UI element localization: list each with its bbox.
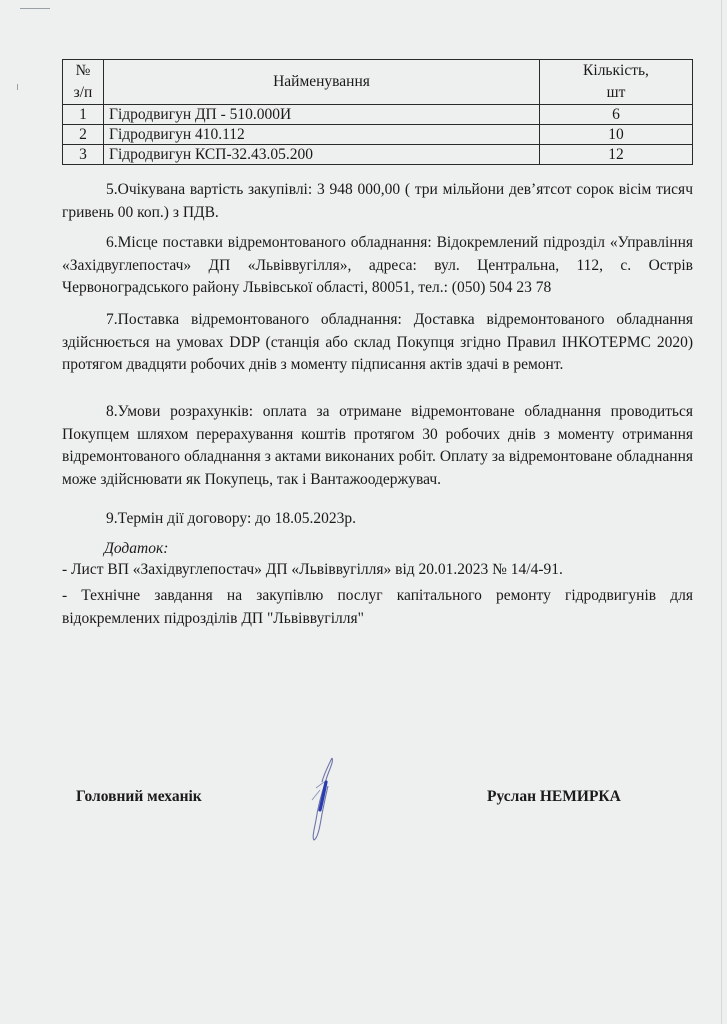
header-qty-line1: Кількість,: [583, 62, 649, 79]
section-text: 7.Поставка відремонтованого обладнання: Доставка відремонтованого обладнання здійснюється на умовах DDP (станція або склад Покупця згідно Правил ІНКОТЕРМС 2020) протягом двадцяти робочих днів з моменту підписання актів здачі в ремонт.: [62, 311, 693, 373]
table-row: [63, 105, 693, 125]
scan-edge: [721, 0, 722, 1024]
row-num: 2: [63, 125, 104, 145]
row-name: Гідродвигун КСП-32.43.05.200: [104, 145, 540, 165]
table-row: [63, 125, 693, 145]
header-qty: [540, 60, 693, 105]
section-text: 8.Умови розрахунків: оплата за отримане відремонтоване обладнання проводиться Покупцем шляхом перерахування коштів протягом 30 робочих днів з моменту отримання відремонтованого обладнання з актами виконаних робіт. Оплату за відремонтоване обладнання може здійснювати як Покупець, так і Вантажоодержувач.: [62, 403, 693, 488]
handwritten-signature: [298, 748, 358, 843]
row-qty: 12: [540, 145, 693, 165]
header-num-line2: з/п: [73, 84, 93, 101]
row-num: 1: [63, 105, 104, 125]
header-qty-line2: шт: [606, 84, 626, 101]
attachment-item: - Технічне завдання на закупівлю послуг капітального ремонту гідродвигунів для відокремлених підрозділів ДП "Львіввугілля": [62, 587, 693, 627]
row-name: Гідродвигун 410.112: [104, 125, 540, 145]
attachments-title: Додаток:: [104, 540, 169, 557]
header-name: Найменування: [104, 60, 540, 105]
row-name: Гідродвигун ДП - 510.000И: [104, 105, 540, 125]
row-qty: 6: [540, 105, 693, 125]
signatory-role: Головний механік: [76, 788, 202, 805]
row-qty: 10: [540, 125, 693, 145]
section-contract-term: [62, 508, 693, 531]
header-num: [63, 60, 104, 105]
section-text: 9.Термін дії договору: до 18.05.2023р.: [106, 510, 357, 527]
signatory-name: Руслан НЕМИРКА: [487, 788, 621, 805]
section-delivery-terms: [62, 309, 693, 377]
scan-artifact: [17, 84, 18, 90]
header-num-line1: №: [75, 62, 91, 79]
section-delivery-place: [62, 232, 693, 300]
section-payment-terms: [62, 401, 693, 491]
scan-artifact: [20, 8, 50, 9]
attachment-item: - Лист ВП «Західвуглепостач» ДП «Львіввугілля» від 20.01.2023 № 14/4-91.: [62, 561, 563, 578]
section-text: 6.Місце поставки відремонтованого обладнання: Відокремлений підрозділ «Управління «Західвуглепостач» ДП «Львіввугілля», адреса: вул. Центральна, 112, с. Острів Червоноградського району Львівської області, 80051, тел.: (050) 504 23 78: [62, 234, 693, 296]
table-row: [63, 145, 693, 165]
section-text: 5.Очікувана вартість закупівлі: 3 948 000,00 ( три мільйони дев’ятсот сорок вісім тисяч гривень 00 коп.) з ПДВ.: [62, 181, 693, 221]
items-table: [62, 59, 693, 165]
section-expected-cost: [62, 179, 693, 224]
table-header-row: [63, 60, 693, 105]
row-num: 3: [63, 145, 104, 165]
